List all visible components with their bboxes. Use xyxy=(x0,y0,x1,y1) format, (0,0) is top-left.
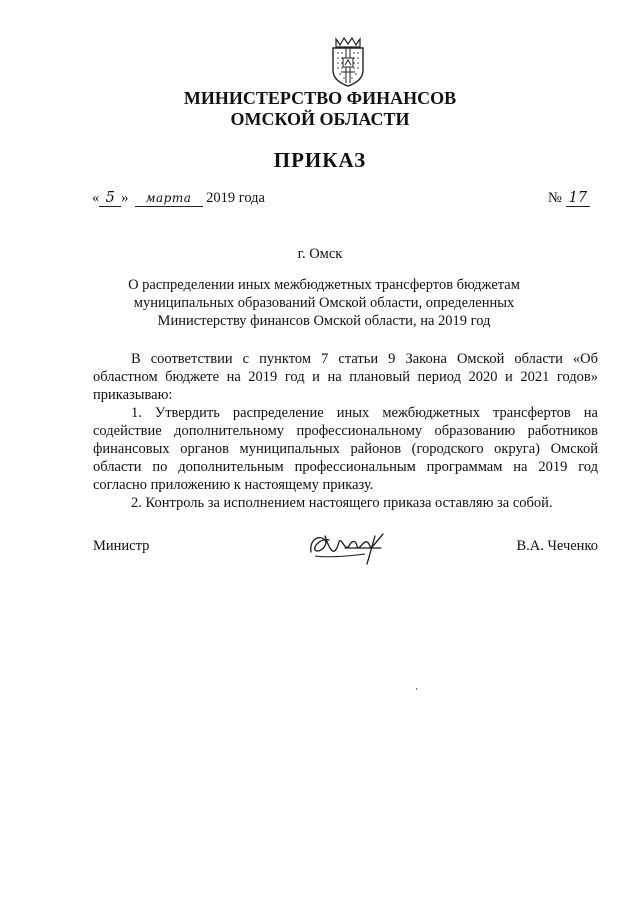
signer-name: В.А. Чеченко xyxy=(516,538,598,554)
order-subject: О распределении иных межбюджетных трансфертов бюджетам муниципальных образований Омской области, определенных Министерству финансов Омской области, на 2019 год xyxy=(128,277,520,329)
body-item-2: 2. Контроль за исполнением настоящего приказа оставляю за собой. xyxy=(131,495,553,511)
coat-of-arms-icon xyxy=(326,36,370,88)
number-value: 17 xyxy=(566,190,590,207)
ministry-name xyxy=(0,88,640,130)
number-sign: № xyxy=(548,190,562,206)
ministry-name-line1: МИНИСТЕРСТВО ФИНАНСОВ xyxy=(183,88,457,108)
handwritten-signature xyxy=(305,526,391,568)
body-item-1: 1. Утвердить распределение иных межбюджетных трансфертов на содействие дополнительному профессиональному образованию работников финансовых органов муниципальных районов (городского округа) Омской области по дополнительным профессиональным программам на 2019 год согласно приложению к настоящему приказу. xyxy=(93,405,598,493)
signature-block xyxy=(93,532,598,572)
date-close-quote: » xyxy=(121,190,129,206)
ministry-name-line2: ОМСКОЙ ОБЛАСТИ xyxy=(230,109,410,129)
scan-speck xyxy=(416,688,417,690)
signer-title: Министр xyxy=(93,538,150,554)
date-open-quote: « xyxy=(92,190,100,206)
date-day: 5 xyxy=(99,190,121,207)
body-intro: В соответствии с пунктом 7 статьи 9 Закона Омской области «Об областном бюджете на 2019 год и на плановый период 2020 и 2021 годов» приказываю: xyxy=(93,351,598,403)
order-number xyxy=(548,190,590,207)
order-date xyxy=(92,190,265,207)
order-body xyxy=(93,350,598,512)
date-month: марта xyxy=(135,190,203,207)
date-year: 2019 года xyxy=(206,190,265,206)
document-type-title: ПРИКАЗ xyxy=(273,148,367,172)
city-line: г. Омск xyxy=(297,246,343,262)
